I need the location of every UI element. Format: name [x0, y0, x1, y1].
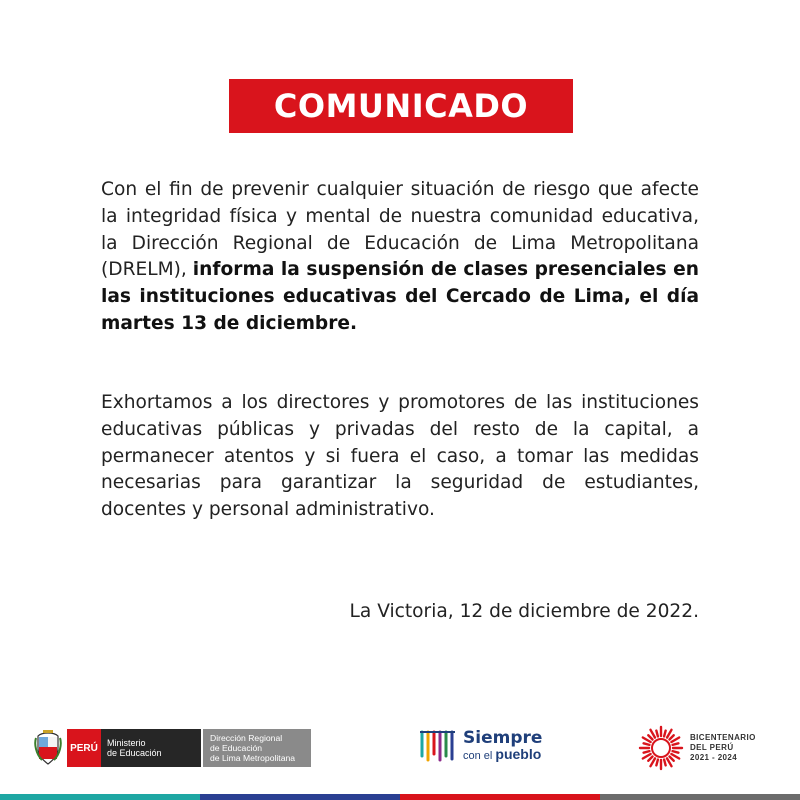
sun-ray: [644, 743, 650, 745]
sun-ray: [671, 738, 679, 743]
sun-ray: [673, 751, 679, 753]
bicentenario-logo: [638, 725, 756, 771]
bottom-color-stripe: [0, 794, 800, 800]
paragraph-2: Exhortamos a los directores y promotores de las instituciones educativas públicas y privadas del resto de la capital, a permanecer atentos y si fuera el caso, a tomar las medidas necesarias para garantizar la seguridad de estudiantes, docentes y personal administrativo.: [101, 392, 699, 521]
paragraph-1-bold: informa la suspensión de clases presenciales en las instituciones educativas del Cercado de Lima, el día martes 13 de diciembre.: [101, 259, 700, 334]
siempre-con-el-pueblo-icon: [419, 726, 459, 766]
sun-ray: [651, 758, 656, 766]
sun-ray: [651, 730, 656, 738]
sun-ray: [673, 743, 679, 745]
sun-ray: [644, 751, 650, 753]
sun-ray: [667, 758, 672, 766]
sun-ray: [664, 760, 666, 766]
siempre-text: [463, 729, 542, 763]
bicent-line-3: 2021 - 2024: [690, 753, 738, 762]
siempre-small-bold: pueblo: [495, 746, 542, 762]
siempre-logo: [419, 726, 542, 766]
peru-coat-of-arms-icon: [34, 730, 62, 766]
sun-ray: [656, 731, 658, 737]
sun-ray: [669, 735, 673, 739]
sun-ray: [643, 754, 651, 759]
stripe-gray: [600, 794, 800, 800]
bicent-line-1: BICENTENARIO: [690, 733, 756, 742]
bicent-line-2: DEL PERÚ: [690, 743, 734, 752]
stripe-blue: [200, 794, 400, 800]
sun-ray: [643, 738, 651, 743]
minedu-logo-group: [34, 729, 311, 767]
paragraph-1: [101, 177, 699, 338]
sun-ray: [656, 760, 658, 766]
sun-ray: [667, 730, 672, 738]
date-line: La Victoria, 12 de diciembre de 2022.: [349, 601, 699, 622]
peru-label: PERÚ: [67, 729, 101, 767]
siempre-small: [463, 747, 542, 763]
sun-ray: [648, 735, 652, 739]
drelm-label: Dirección Regional de Educación de Lima Metropolitana: [203, 729, 311, 767]
sun-ray: [664, 731, 666, 737]
bicentenario-sun-icon: [638, 725, 684, 771]
stripe-teal: [0, 794, 200, 800]
siempre-small-prefix: con el: [463, 750, 496, 762]
sun-ray: [669, 756, 673, 760]
bicentenario-text: [690, 733, 756, 763]
title-text: COMUNICADO: [273, 87, 529, 125]
sun-ray: [648, 756, 652, 760]
sun-ray: [671, 754, 679, 759]
ministry-label: Ministerio de Educación: [101, 729, 201, 767]
paragraph-1-regular: Con el fin de prevenir cualquier situación de riesgo que afecte la integridad física y mental de nuestra comunidad educativa, la Dirección Regional de Educación de Lima Metropolitana (DRELM),: [101, 179, 699, 281]
title-banner: [229, 79, 573, 133]
siempre-big: Siempre: [463, 728, 543, 748]
stripe-red: [400, 794, 600, 800]
